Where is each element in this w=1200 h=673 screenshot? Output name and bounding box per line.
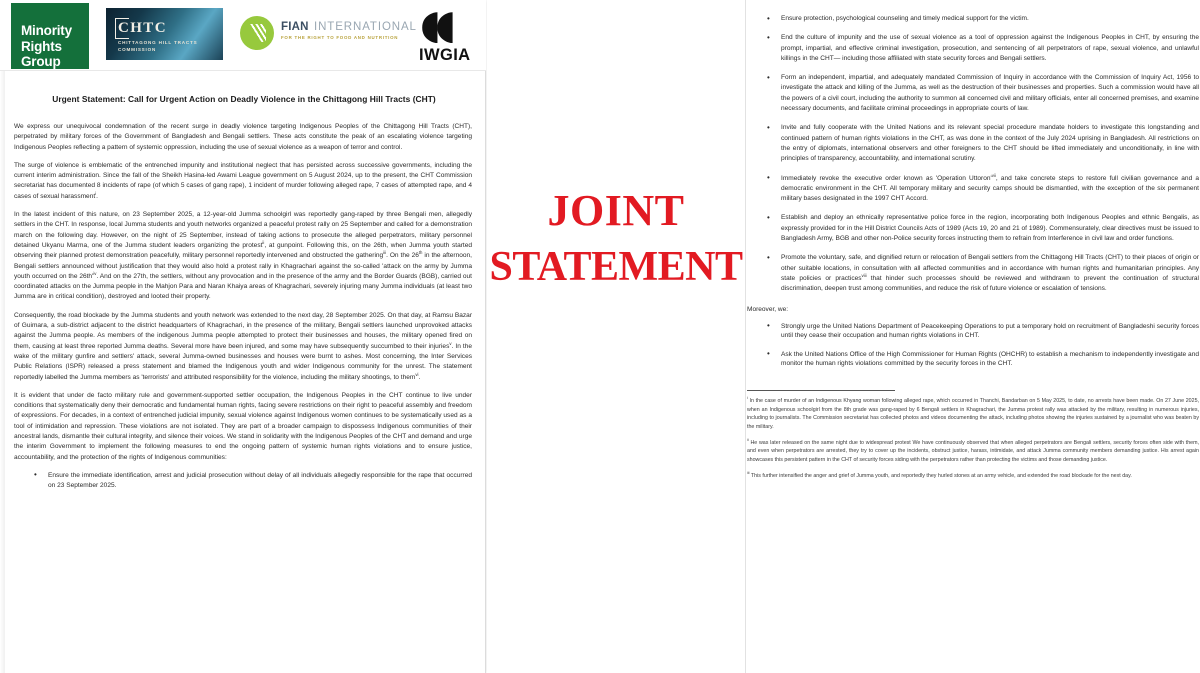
iwgia-logo	[412, 2, 484, 67]
fian-international-logo	[240, 14, 417, 54]
footnote-ref-iii: iii	[383, 250, 387, 256]
footnote-marker: ii	[747, 438, 749, 443]
footnote-marker: i	[747, 396, 748, 401]
footnote-item	[747, 439, 1199, 464]
chtc-acronym: CHTC	[118, 20, 167, 36]
list-item	[781, 253, 1199, 294]
list-item: • Strongly urge the United Nations Department of Peacekeeping Operations to put a temporary hold on recruitment of Bangladeshi security forces until they cease their occupation and human rights violations in CHT.	[781, 322, 1199, 341]
footnote-text: This further intensified the anger and grief of Jumma youth, and reportedly they hurled stones at an army vehicle, and extended the road blockade for the next day.	[750, 473, 1132, 480]
paragraph-3-mid: , at gunpoint. Following this, on the 26th, when Jumma youth started observing their planned protest demonstration peacefully, military personnel reportedly intervened and obstructed the gathering	[14, 241, 472, 260]
iwgia-name: IWGIA	[419, 46, 471, 64]
page-title: Urgent Statement: Call for Urgent Action on Deadly Violence in the Chittagong Hill Tracts (CHT)	[52, 94, 436, 104]
fian-international-word: INTERNATIONAL	[314, 21, 417, 33]
footnote-item	[747, 397, 1199, 431]
chtc-subtitle: CHITTAGONG HILL TRACTS COMMISSION	[118, 40, 198, 52]
list-item	[781, 174, 1199, 205]
list-item: • Form an independent, impartial, and adequately mandated Commission of Inquiry in accordance with the Commission of Inquiry Act, 1956 to investigate the attack and killing of the Jumma, as well as the destruction of their businesses and properties. Such a commission would have all the powers of a civil court, including the authority to summon all concerned civil and military officials, enter all concerned premises, and examine necessary documents, and facilitate criminal proceedings in appropriate courts of law.	[781, 73, 1199, 114]
footnote-text: In the case of murder of an Indigenous Khyang woman following alleged rape, which occurred in Thanchi, Bandarban on 5 May 2025, to date, no arrests have been made. On 27 June 2025, when an Indigenous schoolgirl from the 8th grade was gang-raped by 6 Bengali settlers in Khagrachari, the Jumma protest rally was attacked by the military, resulting in numerous injuries, including to journalists. The Commission secretariat has collected photos and videos documenting the attack, including photos showing the injuries sustained by a journalist who was beaten by the military.	[747, 398, 1199, 430]
paragraph-4-tail: . In the wake of the military gunfire and settlers' attack, several Jumma-owned businesses and houses were burnt to ashes. Most concerning, the Inter Services Public Relations (ISPR) released a press statement and blamed the Indigenous youth and wider Indigenous community for the unrest. The statement reportedly labelled the Jumma members as 'terrorists' and attributed responsibility for the violence, including the military shootings, to them	[14, 342, 472, 381]
ordinal-th: th	[418, 250, 423, 256]
paragraph-3-mid3: in the afternoon, Bengali settlers announced without justification that they would also hold a protest rally in Khagrachari against the so-called 'attack on the army by Jumma youth occurred on the 26th'	[14, 252, 472, 280]
right-column-body	[747, 14, 1199, 489]
list-item: • Ensure protection, psychological counseling and timely medical support for the victim.	[781, 14, 1199, 24]
organization-logo-bar	[0, 0, 486, 71]
uttoron-post: , and take concrete steps to restore full civilian governance and a democratic environment in the CHT. All temporary military and security camps should be dismantled, with the exception of the six permanent military bases designated in the 1997 CHT Accord.	[781, 174, 1199, 203]
list-item: • End the culture of impunity and the use of sexual violence as a tool of oppression against the Indigenous Peoples in CHT, by ensuring the prompt, impartial, and effective criminal investigation, prosecution, and sentencing of all perpetrators of rape, sexual violence, and unlawful killings in the CHT— including those affiliated with state security forces and Bengali settlers.	[781, 33, 1199, 64]
mrg-line1: Minority	[21, 23, 72, 38]
moreover-list	[747, 322, 1199, 369]
document-page-left	[0, 0, 486, 673]
paragraph-2	[14, 161, 472, 202]
list-item: • Ensure the immediate identification, arrest and judicial prosecution without delay of all individuals allegedly responsible for the rape that occurred on 23 September 2025.	[48, 471, 472, 492]
right-demands-list	[747, 14, 1199, 295]
banner-heading	[487, 183, 745, 295]
fian-tagline: FOR THE RIGHT TO FOOD AND NUTRITION	[281, 35, 399, 40]
footnote-marker: iii	[747, 471, 750, 476]
footnote-separator	[747, 390, 895, 391]
chtc-logo	[106, 8, 223, 60]
footnote-ref-iv: iv	[93, 270, 97, 276]
minority-rights-group-logo	[11, 3, 89, 69]
mrg-line3: Group	[21, 54, 61, 69]
iwgia-faces-icon: ◖◖	[420, 2, 451, 48]
paragraph-4	[14, 311, 472, 383]
fian-name: FIAN	[281, 21, 309, 33]
paragraph-4-end: .	[418, 373, 421, 381]
footnote-ref-viii: viii	[861, 272, 867, 278]
list-item: • Establish and deploy an ethnically representative police force in the region, incorporating both Indigenous Peoples and ethnic Bengalis, as expressly provided for in the Hill District Councils Acts of 1989 (Acts 19, 20 and 21 of 1989). Commensurately, clear directives must be issued to Bangladesh Army, BGB and other non-Police security forces instructing them to refrain from Interference in civil law and order functions.	[781, 213, 1199, 244]
paragraph-3-text: In the latest incident of this nature, on 23 September 2025, a 12-year-old Jumma schoolgirl was reportedly gang-raped by three Bengali men, allegedly settlers in the CHT. In response, local Jumma students and youth networks organized a peaceful protest rally on 25 September and called for a demonstration march on the following day. However, on the night of 25 September, instead of taking actions to prosecute the alleged perpetrators, military personnel detained Ukyanu Marma, one of the Jumma student leaders organizing the protest	[14, 211, 472, 249]
banner-line-joint: JOINT	[547, 186, 685, 235]
left-demands-list	[14, 471, 472, 492]
paragraph-2-tail: .	[96, 192, 98, 200]
paragraph-3-mid2: . On the 26	[386, 252, 419, 260]
footnote-item	[747, 472, 1199, 480]
paragraph-4-text: Consequently, the road blockade by the Jumma students and youth network was extended to the next day, 28 September 2025. On that day, at Ramsu Bazar of Guimara, a sub-district adjacent to the district headquarters of Khagrachari, in the presence of the military, Bengali settlers launched unprovoked attacks against the Jumma people. As members of the indigenous Jumma people attempted to protect their businesses and houses, the military opened fired on them, causing at least three reported Jumma deaths. Several more have been injured, and some may have subsequently succumbed to their injuries	[14, 311, 472, 350]
paragraph-2-text: The surge of violence is emblematic of the entrenched impunity and institutional neglect that has persisted across successive governments, including the current interim administration. Since the fall of the Sheikh Hasina-led Awami League government on 5 August 2024, up to the present, the CHT Commission secretariat has documented 8 incidents of rape (of which 5 cases of gang rape), 1 incident of murder following alleged rape, 7 cases of attempted rape, and 4 cases of sexual harassment	[14, 161, 472, 200]
list-item: • Invite and fully cooperate with the United Nations and its relevant special procedure mandate holders to investigate this longstanding and continued pattern of human rights violations in the CHT, as was done in the context of the July 2024 uprising in Bangladesh. All restrictions on the entry of diplomats, international observers and other foreigners to the CHT should be lifted immediately and unconditionally, in line with principles of transparency, accountability, and international scrutiny.	[781, 123, 1199, 164]
uttoron-pre: Immediately revoke the executive order known as 'Operation Uttoron'	[781, 174, 992, 182]
list-item: • Ask the United Nations Office of the High Commissioner for Human Rights (OHCHR) to establish a mechanism to independently investigate and monitor the human rights violations committed by the security forces in the CHT.	[781, 350, 1199, 369]
paragraph-3	[14, 210, 472, 303]
footnote-ref-vii: vii	[991, 172, 996, 178]
moreover-label: Moreover, we:	[747, 305, 789, 313]
paragraph-1: We express our unequivocal condemnation of the recent surge in deadly violence targeting Indigenous Peoples of the Chittagong Hill Tracts (CHT), perpetrated by military forces of the Government of Bangladesh and Bengali settlers. These acts constitute the peak of an escalating violence targeting Indigenous Peoples reflecting a pattern of systemic oppression, including the use of sexual violence as a weapon of terror and control.	[14, 123, 472, 151]
banner-line-statement: STATEMENT	[489, 244, 743, 290]
footnote-ref-vi: vi	[415, 371, 419, 377]
return-pre: Promote the voluntary, safe, and dignified return or relocation of Bengali settlers from the Chittagong Hill Tracts (CHT) to their places of origin or other suitable locations, in consultation with all affected communities and in accordance with human rights and humanitarian principles. Any state policies or practices	[781, 254, 1199, 282]
footnote-ref-v: v	[449, 340, 452, 346]
footnote-text: He was later released on the same night due to widespread protest We have continuously observed that when alleged perpetrators are Bengali settlers, security forces often side with them, and even when perpetrators are arrested, they try to cover up the incidents, obstruct justice, harass, intimidate, and attack Jumma community members demanding justice. His arrest again showcases this persistent pattern in the CHT of security forces siding with the perpetrators rather than protecting the victims and those demanding justice.	[747, 440, 1199, 463]
paragraph-3-tail: . And on the 27th, the settlers, without any provocation and in the presence of the army and the Border Guards (BGB), carried out coordinated attacks on the Jumma people in the Mahjon Para and Naran Khaiya areas of Khagrachari, severely injuring many Jumma individuals (at least two Jumma are in critical condition), destroyed and looted their property.	[14, 272, 472, 301]
left-column-body	[14, 122, 472, 501]
fian-wheat-icon	[240, 16, 274, 50]
footnote-ref-i: i	[95, 190, 97, 196]
joint-statement-banner	[487, 0, 745, 673]
mrg-line2: Rights	[21, 38, 62, 54]
footnote-ref-ii: ii	[262, 239, 265, 245]
paragraph-5: It is evident that under de facto military rule and government-supported settler occupation, the Indigenous Peoples in the CHT continue to live under conditions that systematically deny their democratic and fundamental human rights, facing severe restrictions on their right to peaceful assembly and freedom of expressions. For decades, in a context of entrenched judicial impunity, sexual violence against Indigenous women continues to be systematically used as a tool of intimidation and repression. These violations are not isolated. They are part of a broader campaign to dispossess Indigenous communities of their ancestral lands, dismantle their cultural integrity, and silence their voices. We stand in solidarity with the Indigenous Peoples of the CHT and demand and urge the interim Government to implement the following measures to end the ongoing pattern of systemic human rights violations and to ensure justice, accountability, and the protection of the rights of Indigenous communities:	[14, 391, 472, 461]
return-post: that hinder such processes should be reviewed and withdrawn to prevent the continuation of structural discrimination, deepen trust among communities, and reduce the risk of future violence or escalation of tensions.	[781, 274, 1199, 293]
